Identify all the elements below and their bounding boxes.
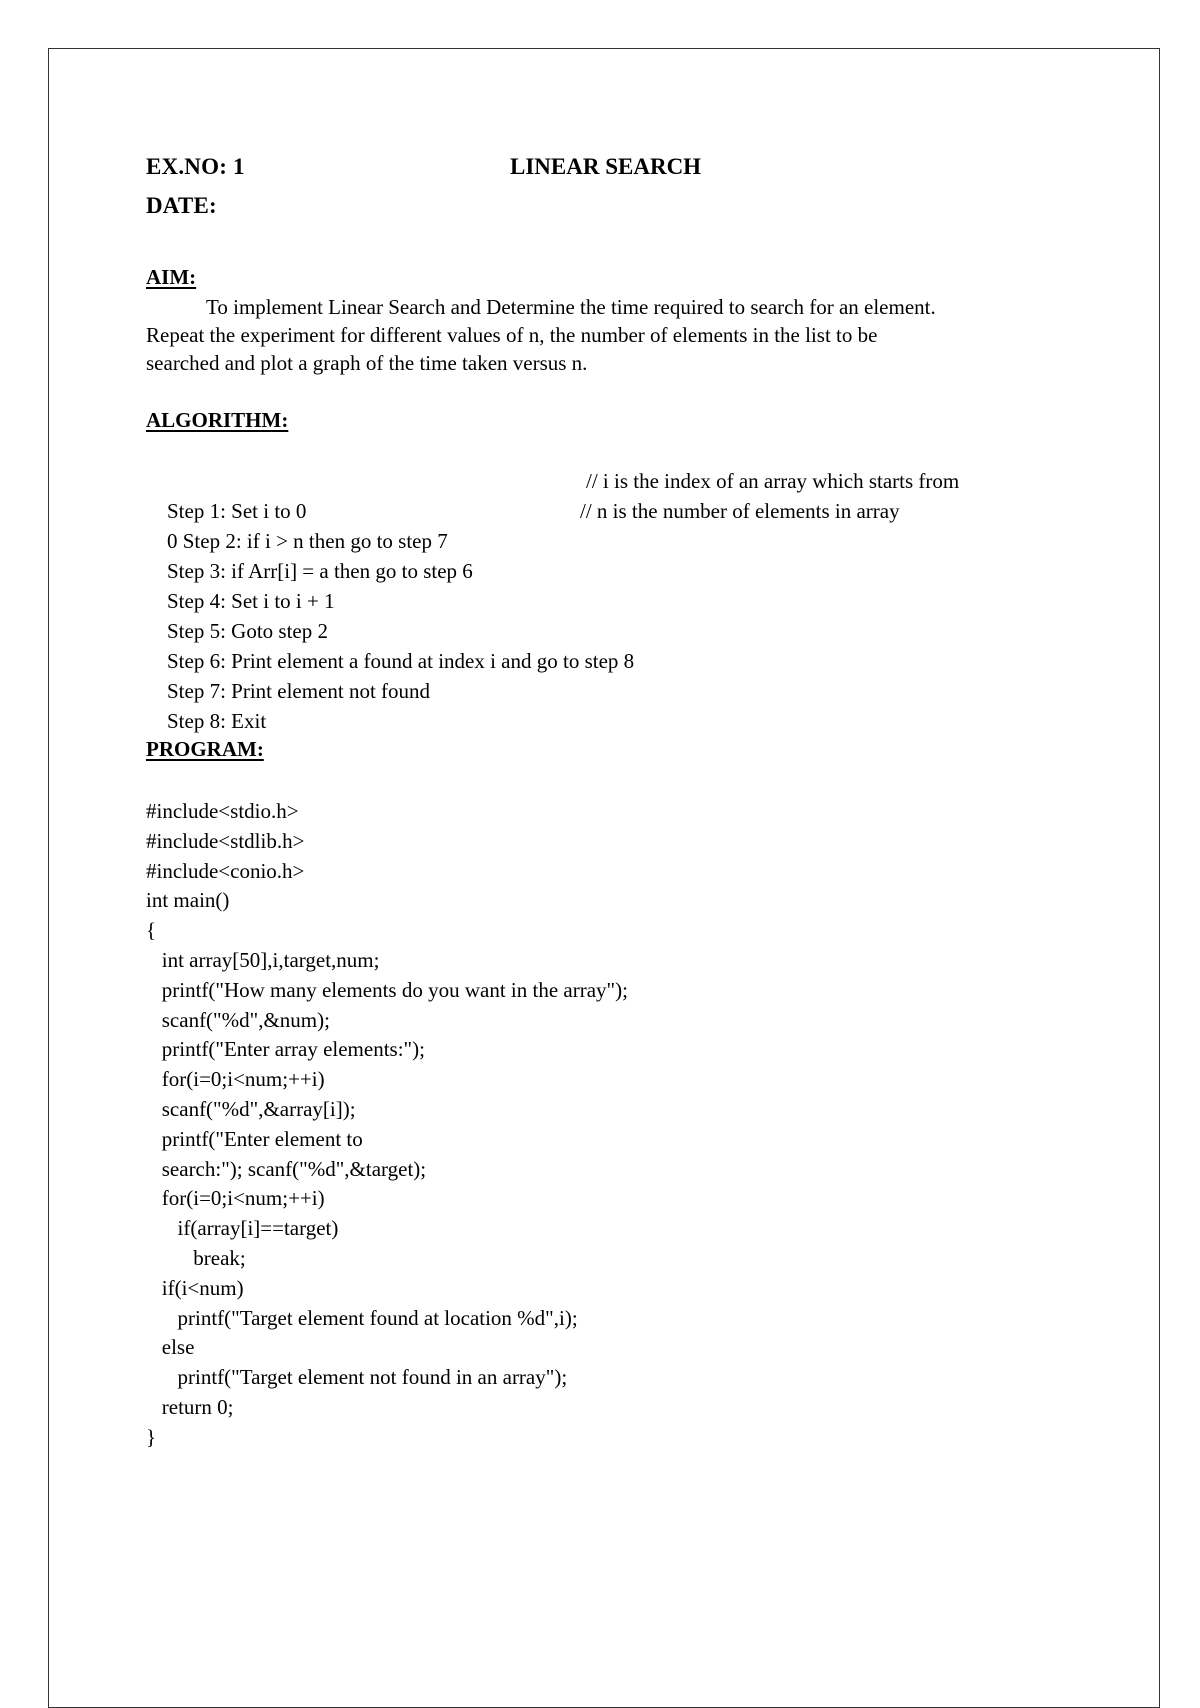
code-line: int array[50],i,target,num; <box>146 947 380 972</box>
step-text: Step 1: Set i to 0 <box>167 499 307 523</box>
code-line: scanf("%d",&array[i]); <box>146 1096 356 1121</box>
algorithm-step <box>146 676 1086 733</box>
page-title: LINEAR SEARCH <box>510 154 702 179</box>
code-line: if(array[i]==target) <box>146 1216 339 1241</box>
algorithm-step <box>146 586 1086 643</box>
step-text: Step 8: Exit <box>167 709 267 733</box>
algorithm-heading: ALGORITHM: <box>146 408 289 432</box>
code-line: for(i=0;i<num;++i) <box>146 1067 325 1092</box>
code-line: { <box>146 918 157 943</box>
code-line: int main() <box>146 888 230 913</box>
code-line: break; <box>146 1245 246 1270</box>
code-line: printf("Target element found at location %d",i); <box>146 1305 578 1330</box>
algorithm-steps <box>146 466 1086 733</box>
code-line: search:"); scanf("%d",&target); <box>146 1156 427 1181</box>
algorithm-step <box>146 646 1086 703</box>
code-line: printf("How many elements do you want in the array"); <box>146 977 628 1002</box>
exercise-number: EX.NO: 1 <box>146 154 245 179</box>
step-text: Step 4: Set i to i + 1 <box>167 589 335 613</box>
aim-line-2: Repeat the experiment for different values of n, the number of elements in the list to be <box>146 323 878 347</box>
aim-line-3: searched and plot a graph of the time taken versus n. <box>146 351 588 375</box>
code-line: for(i=0;i<num;++i) <box>146 1186 325 1211</box>
code-line: if(i<num) <box>146 1275 244 1300</box>
code-line: #include<stdlib.h> <box>146 828 305 853</box>
code-line: return 0; <box>146 1394 234 1419</box>
aim-heading: AIM: <box>146 265 197 289</box>
program-code <box>146 797 1046 1453</box>
step-text: Step 6: Print element a found at index i and go to step 8 <box>167 649 635 673</box>
aim-line-1: To implement Linear Search and Determine the time required to search for an element. <box>206 295 936 319</box>
code-line: else <box>146 1335 195 1360</box>
algorithm-step <box>146 526 1086 583</box>
algorithm-step <box>146 616 1086 673</box>
code-line: printf("Enter array elements:"); <box>146 1037 425 1062</box>
date-label: DATE: <box>146 193 217 218</box>
code-line: #include<stdio.h> <box>146 799 299 823</box>
step-text: 0 Step 2: if i > n then go to step 7 <box>167 529 448 553</box>
step-comment: // i is the index of an array which starts from <box>586 469 960 493</box>
step-text: Step 7: Print element not found <box>167 679 431 703</box>
step-text: Step 3: if Arr[i] = a then go to step 6 <box>167 559 473 583</box>
code-line: printf("Enter element to <box>146 1126 363 1151</box>
code-line: } <box>146 1424 157 1449</box>
code-line: printf("Target element not found in an array"); <box>146 1365 568 1390</box>
program-heading: PROGRAM: <box>146 737 264 761</box>
algorithm-step <box>146 556 1086 613</box>
algorithm-step <box>146 496 1086 553</box>
code-line: #include<conio.h> <box>146 858 305 883</box>
code-line: scanf("%d",&num); <box>146 1007 330 1032</box>
aim-paragraph <box>146 293 1066 377</box>
step-comment: // n is the number of elements in array <box>580 499 900 523</box>
step-text: Step 5: Goto step 2 <box>167 619 328 643</box>
